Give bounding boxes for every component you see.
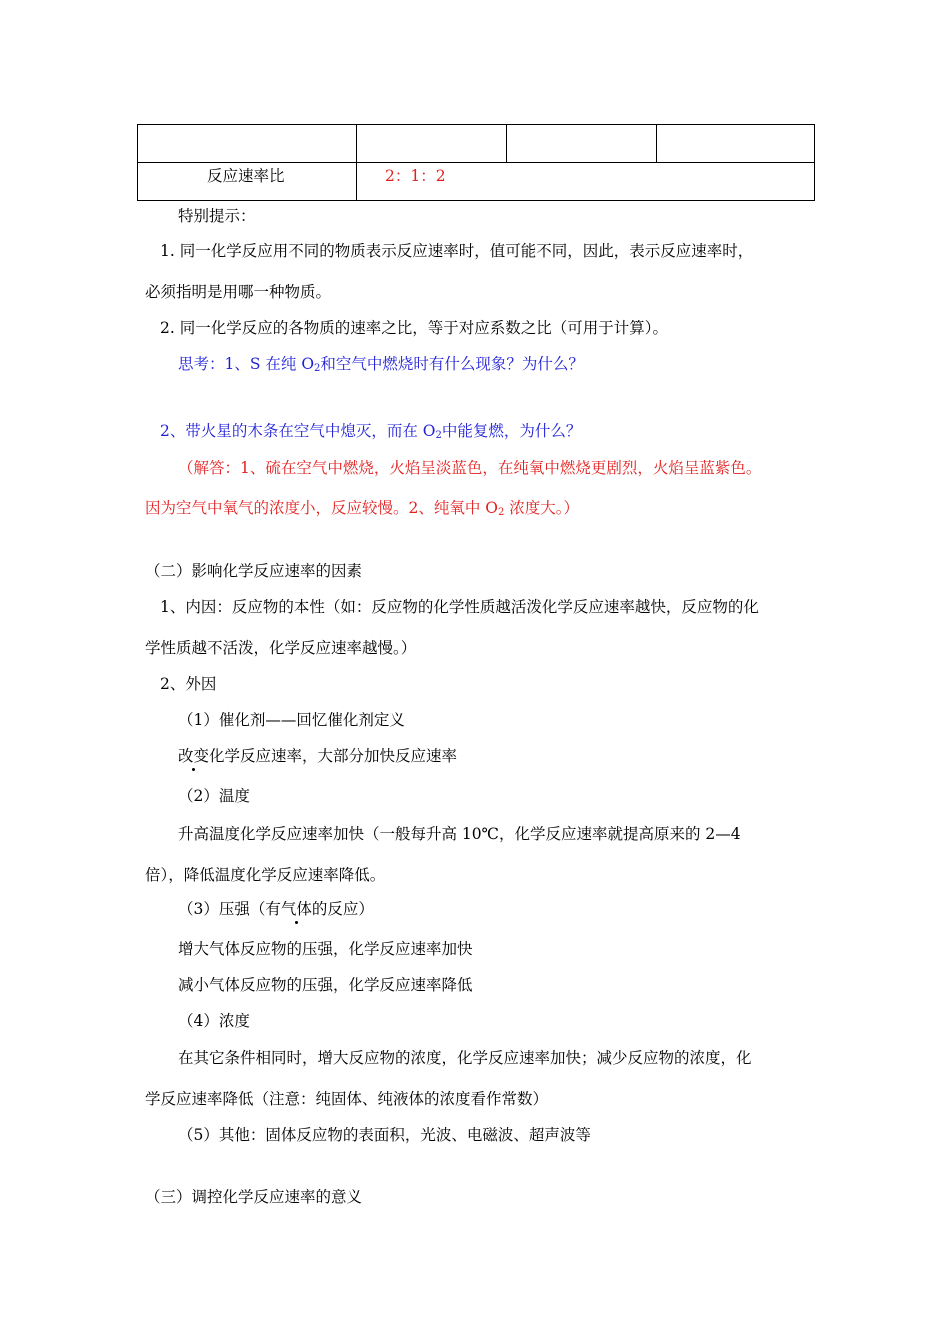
- catalyst-text: 改变化学反应速率，大部分加快反应速率: [178, 747, 458, 765]
- external-cause-heading: 2、外因: [160, 675, 217, 693]
- concentration-line-2: 学反应速率降低（注意：纯固体、纯液体的浓度看作常数）: [145, 1090, 549, 1108]
- table-border-right: [814, 124, 815, 201]
- answer-line-2: 因为空气中氧气的浓度小，反应较慢。2、纯氧中 $O_2$ 浓度大。）: [145, 499, 580, 518]
- internal-cause-line-2: 学性质越不活泼，化学反应速率越慢。）: [145, 639, 417, 657]
- tip-1-line-1: 1. 同一化学反应用不同的物质表示反应速率时，值可能不同，因此，表示反应速率时，: [160, 242, 754, 260]
- table-border-bottom: [137, 200, 815, 201]
- table-row-divider: [137, 162, 815, 163]
- temperature-heading: （2）温度: [178, 787, 250, 805]
- temperature-line-1: 升高温度化学反应速率加快（一般每升高 10℃，化学反应速率就提高原来的 2—4: [178, 825, 741, 843]
- think-question-1: 思考：1、S 在纯 $O_2$和空气中燃烧时有什么现象？为什么？: [178, 355, 584, 374]
- table-column-divider: [356, 124, 357, 201]
- other-factors: （5）其他：固体反应物的表面积，光波、电磁波、超声波等: [178, 1126, 591, 1144]
- table-row-label: 反应速率比: [207, 167, 285, 185]
- table-border-left: [137, 124, 138, 201]
- tip-1-line-2: 必须指明是用哪一种物质。: [145, 283, 332, 301]
- data-table: [137, 124, 815, 201]
- pressure-increase: 增大气体反应物的压强，化学反应速率加快: [178, 940, 473, 958]
- table-border-top: [137, 124, 815, 125]
- table-column-divider: [506, 124, 507, 162]
- concentration-heading: （4）浓度: [178, 1012, 250, 1030]
- think-question-2: 2、带火星的木条在空气中熄灭，而在 $O_2$中能复燃，为什么？: [160, 422, 582, 441]
- section-3-heading: （三）调控化学反应速率的意义: [145, 1188, 363, 1206]
- temperature-line-2: 倍），降低温度化学反应速率降低。: [145, 866, 386, 884]
- table-row-value: 2：1：2: [385, 167, 446, 185]
- tip-2: 2. 同一化学反应的各物质的速率之比，等于对应系数之比（可用于计算）。: [160, 319, 668, 337]
- internal-cause-line-1: 1、内因：反应物的本性（如：反应物的化学性质越活泼化学反应速率越快，反应物的化: [160, 598, 759, 616]
- section-2-heading: （二）影响化学反应速率的因素: [145, 562, 363, 580]
- pressure-decrease: 减小气体反应物的压强，化学反应速率降低: [178, 976, 473, 994]
- pressure-heading: （3）压强（有气体的反应）: [178, 900, 374, 918]
- answer-line-1: （解答：1、硫在空气中燃烧，火焰呈淡蓝色，在纯氧中燃烧更剧烈，火焰呈蓝紫色。: [178, 459, 762, 477]
- concentration-line-1: 在其它条件相同时，增大反应物的浓度，化学反应速率加快；减少反应物的浓度，化: [178, 1049, 752, 1067]
- catalyst-heading: （1）催化剂——回忆催化剂定义: [178, 711, 405, 729]
- tips-title: 特别提示：: [178, 207, 256, 225]
- table-column-divider: [656, 124, 657, 162]
